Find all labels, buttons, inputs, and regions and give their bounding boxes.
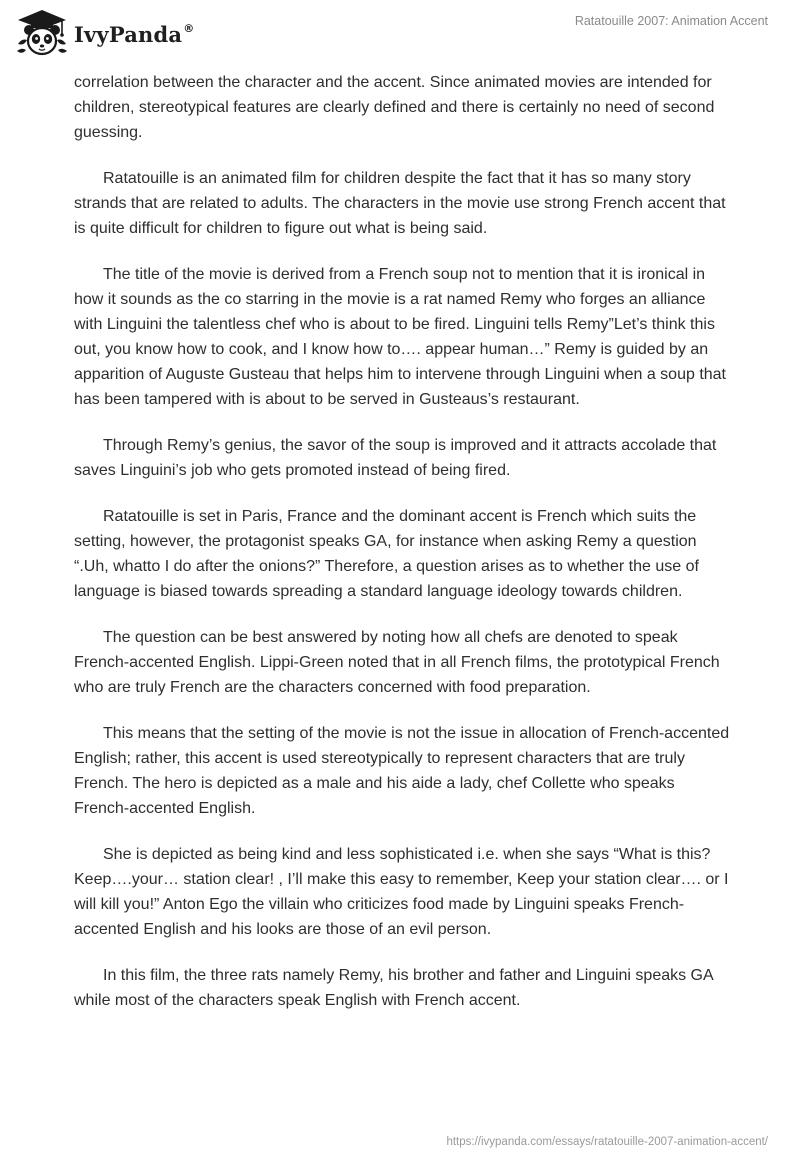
paragraph-4: Through Remy’s genius, the savor of the soup is improved and it attracts accolade that saves Linguini’s job who gets promoted instead of being fired. [74, 437, 717, 479]
document-title: Ratatouille 2007: Animation Accent [574, 14, 768, 28]
paragraph-8: She is depicted as being kind and less sophisticated i.e. when she says “What is this? Keep….your… station clear! , I’ll make this easy to remember, Keep your station clear…. or I will kill you!” Anton Ego the villain who criticizes food made by Linguini speaks French-accented English and his looks are those of an evil person. [74, 846, 729, 938]
paragraph-1: correlation between the character and the accent. Since animated movies are intended for children, stereotypical features are clearly defined and there is certainly no need of second guessing. [74, 74, 715, 141]
paragraph-7: This means that the setting of the movie is not the issue in allocation of French-accented English; rather, this accent is used stereotypically to represent characters that are truly French. The hero is depicted as a male and his aide a lady, chef Collette who speaks French-accented English. [74, 725, 730, 817]
registered-mark: ® [183, 21, 195, 35]
panda-graduate-icon [14, 8, 70, 58]
brand-name: IvyPanda® [74, 21, 195, 47]
paragraph-3: The title of the movie is derived from a French soup not to mention that it is ironical in how it sounds as the co starring in the movie is a rat named Remy who forges an alliance with Linguini the talentless chef who is about to be fired. Linguini tells Remy”Let’s think this out, you know how to cook, and I know how to…. appear human…” Remy is guided by an apparition of Auguste Gusteau that helps him to intervene through Linguini when a soup that has been tampered with is about to be served in Gusteaus’s restaurant. [74, 266, 726, 408]
page-header [0, 0, 800, 70]
brand-logo[interactable] [14, 8, 194, 58]
paragraph-5: Ratatouille is set in Paris, France and the dominant accent is French which suits the setting, however, the protagonist speaks GA, for instance when asking Remy a question “.Uh, whatto I do after the onions?” Therefore, a question arises as to whether the use of language is biased towards spreading a standard language ideology towards children. [74, 508, 699, 600]
source-url-link[interactable]: https://ivypanda.com/essays/ratatouille-2007-animation-accent/ [446, 1136, 768, 1148]
paragraph-9: In this film, the three rats namely Remy, his brother and father and Linguini speaks GA while most of the characters speak English with French accent. [74, 967, 713, 1009]
essay-body [74, 70, 730, 1034]
paragraph-6: The question can be best answered by noting how all chefs are denoted to speak French-accented English. Lippi-Green noted that in all French films, the prototypical French who are truly French are the characters concerned with food preparation. [74, 629, 720, 696]
paragraph-2: Ratatouille is an animated film for children despite the fact that it has so many story strands that are related to adults. The characters in the movie use strong French accent that is quite difficult for children to figure out what is being said. [74, 170, 726, 237]
